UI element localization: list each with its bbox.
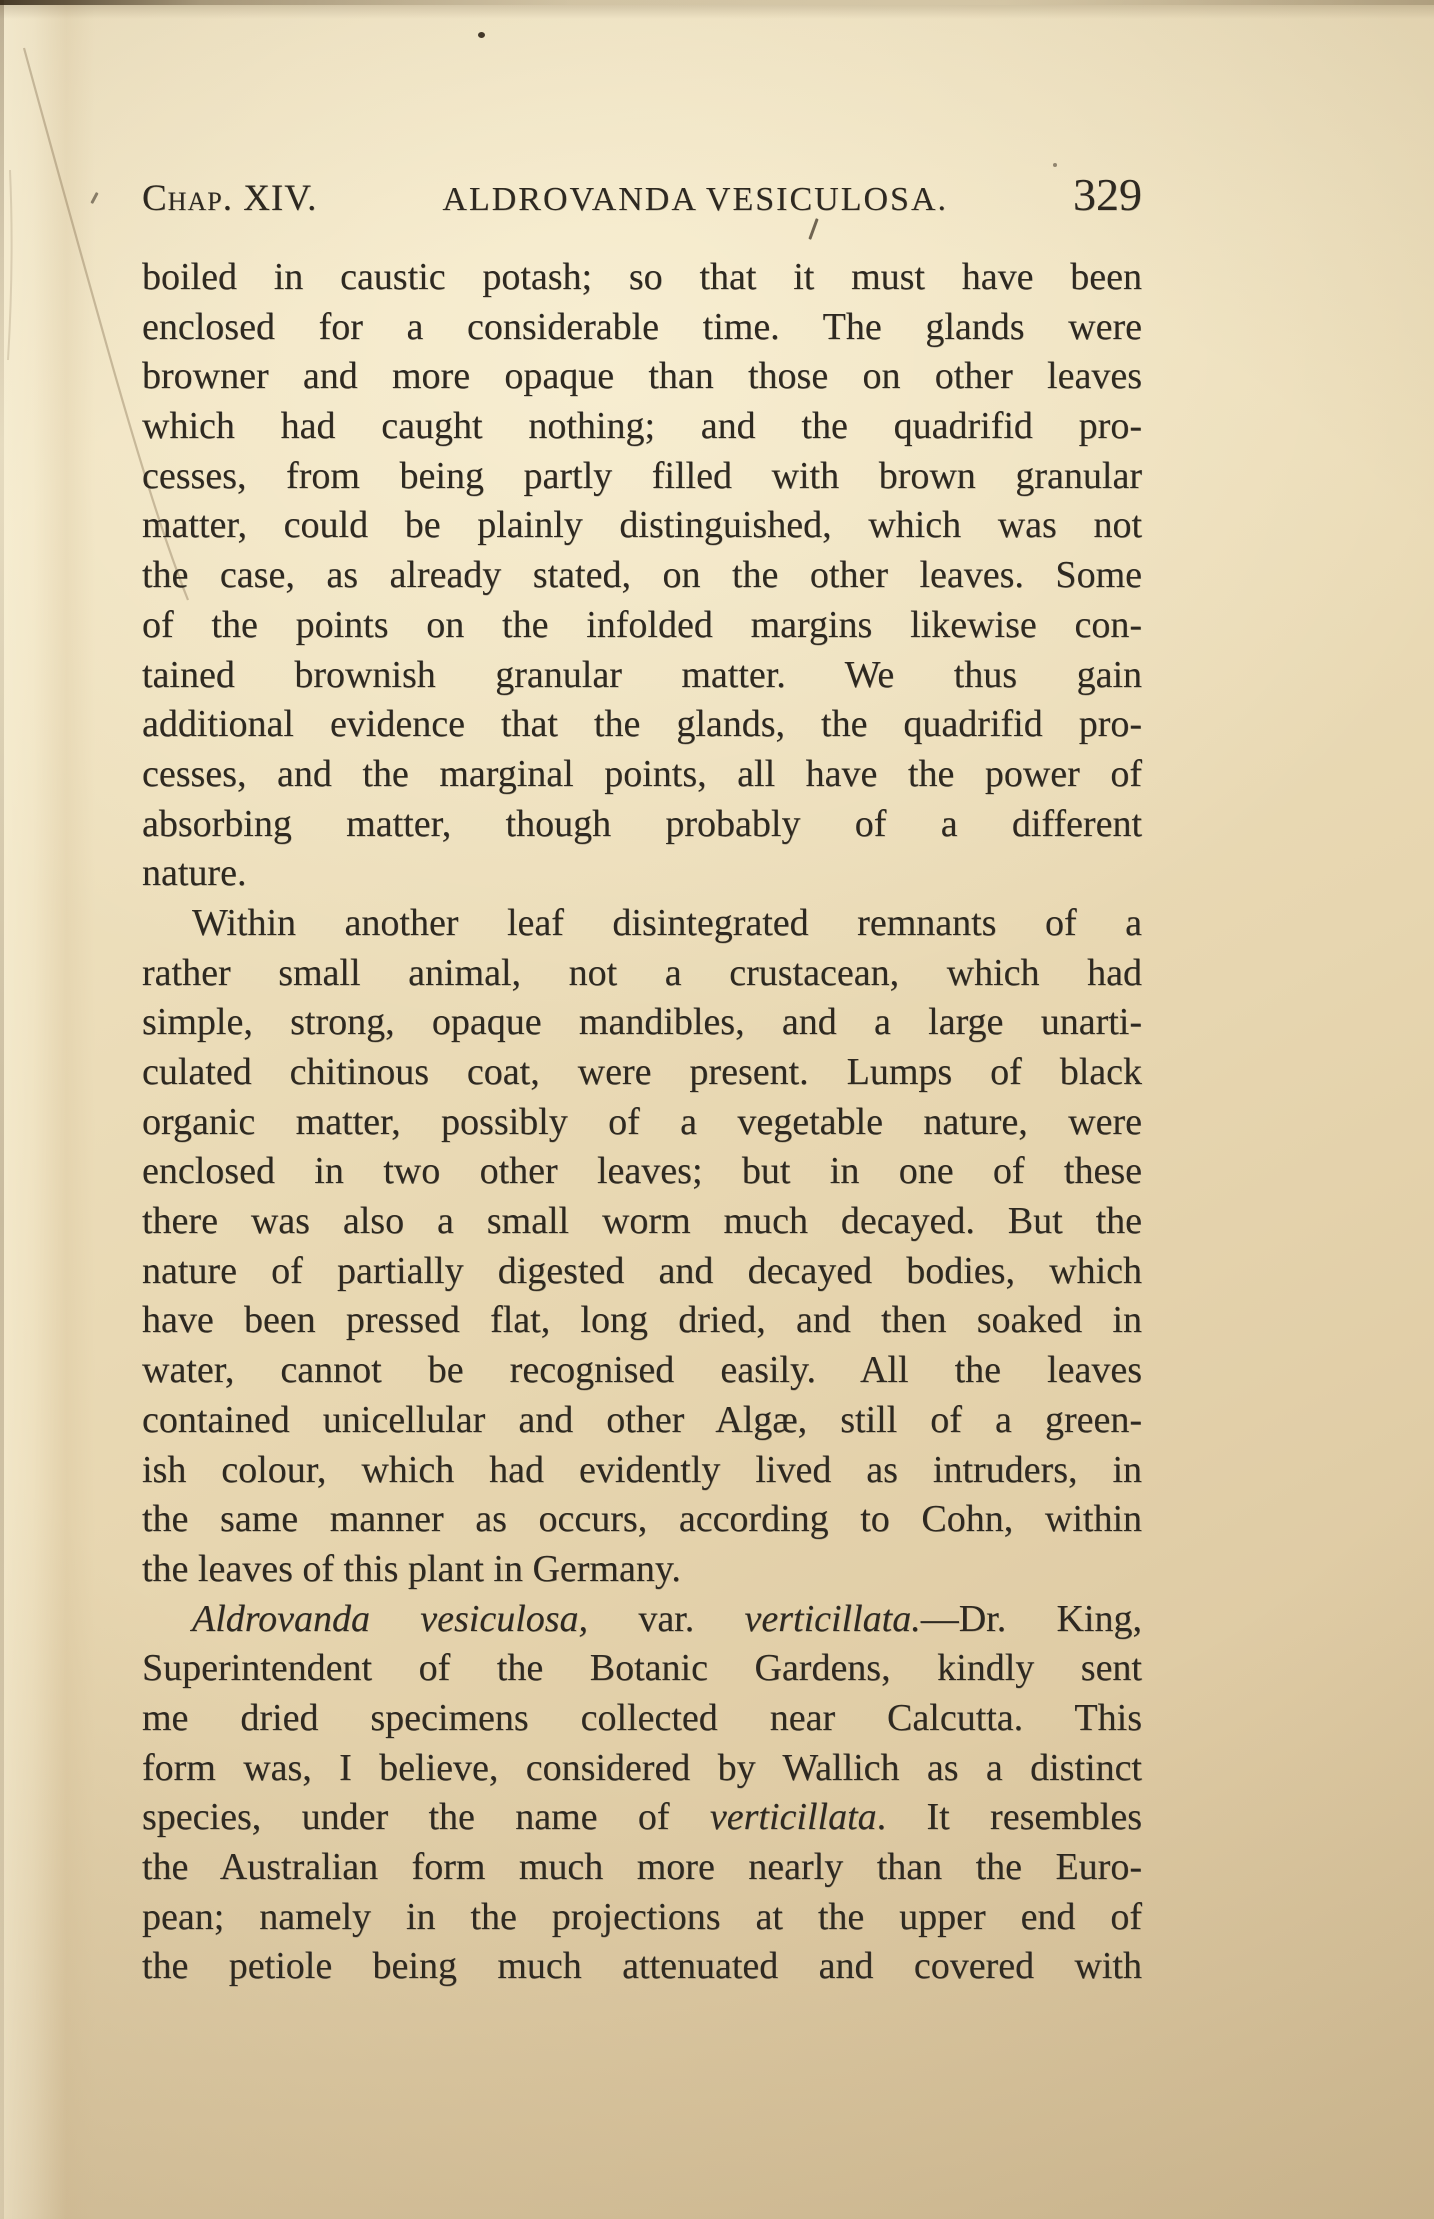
text-segment: organic matter, possibly of a vegetable nature, were	[142, 1100, 1142, 1143]
text-segment: water, cannot be recognised easily. All the leaves	[142, 1349, 1142, 1392]
text-line	[142, 1694, 1142, 1744]
text-line	[142, 1744, 1142, 1794]
text-line	[142, 651, 1142, 701]
text-line	[142, 303, 1142, 353]
text-line	[142, 1545, 1142, 1595]
text-segment: browner and more opaque than those on other leaves	[142, 355, 1142, 398]
text-line	[142, 998, 1142, 1048]
text-line	[142, 1595, 1142, 1645]
text-line	[142, 1048, 1142, 1098]
text-line	[142, 800, 1142, 850]
text-segment: me dried specimens collected near Calcutta. This	[142, 1696, 1142, 1739]
text-line	[142, 551, 1142, 601]
text-line	[142, 402, 1142, 452]
text-segment: var.	[588, 1597, 745, 1640]
text-segment: absorbing matter, though probably of a different	[142, 802, 1142, 845]
text-segment: contained unicellular and other Algæ, still of a green-	[142, 1398, 1142, 1441]
text-line	[142, 750, 1142, 800]
text-segment: rather small animal, not a crustacean, which had	[142, 951, 1142, 994]
text-line	[142, 1396, 1142, 1446]
scan-tick-mark	[808, 218, 818, 240]
text-line	[142, 601, 1142, 651]
text-segment: additional evidence that the glands, the quadrifid pro-	[142, 703, 1142, 746]
text-segment: form was, I believe, considered by Wallich as a distinct	[142, 1746, 1142, 1789]
italic-text-segment: verticillata.	[744, 1597, 921, 1640]
text-segment: the case, as already stated, on the other leaves. Some	[142, 554, 1142, 597]
running-title: ALDROVANDA VESICULOSA.	[442, 181, 948, 218]
chapter-label: Chap. XIV.	[142, 178, 318, 219]
text-segment: of the points on the infolded margins likewise con-	[142, 603, 1142, 646]
text-segment: tained brownish granular matter. We thus gain	[142, 653, 1142, 696]
italic-text-segment: Aldrovanda vesiculosa,	[192, 1597, 589, 1640]
text-segment: nature.	[142, 852, 247, 895]
text-line	[142, 1893, 1142, 1943]
text-segment: the Australian form much more nearly than the Euro-	[142, 1846, 1142, 1888]
text-segment: cesses, and the marginal points, all have the power of	[142, 752, 1142, 795]
text-segment: the leaves of this plant in Germany.	[142, 1547, 681, 1590]
text-line	[142, 1942, 1142, 1992]
italic-text-segment: verticillata	[709, 1796, 877, 1839]
text-segment: simple, strong, opaque mandibles, and a large unarti-	[142, 1001, 1142, 1044]
text-line	[142, 899, 1142, 949]
text-segment: there was also a small worm much decayed. But the	[142, 1200, 1142, 1243]
page-number: 329	[1073, 169, 1142, 220]
text-line	[142, 1147, 1142, 1197]
text-line	[142, 700, 1142, 750]
text-line	[142, 1098, 1142, 1148]
text-line	[142, 1296, 1142, 1346]
text-segment: —Dr. King,	[920, 1597, 1142, 1640]
text-segment: species, under the name of	[142, 1796, 710, 1839]
text-segment: ish colour, which had evidently lived as intruders, in	[142, 1448, 1142, 1491]
text-line	[142, 1843, 1142, 1893]
text-segment: which had caught nothing; and the quadrifid pro-	[142, 405, 1142, 448]
text-line	[142, 1793, 1142, 1843]
text-segment: Within another leaf disintegrated remnants of a	[192, 901, 1142, 944]
text-line	[142, 1247, 1142, 1297]
text-segment: enclosed in two other leaves; but in one of these	[142, 1150, 1142, 1193]
text-segment: Superintendent of the Botanic Gardens, kindly sent	[142, 1647, 1142, 1690]
text-segment: . It resembles	[876, 1796, 1143, 1839]
text-segment: matter, could be plainly distinguished, which was not	[142, 504, 1142, 547]
text-line	[142, 1346, 1142, 1396]
text-line	[142, 501, 1142, 551]
text-segment: the same manner as occurs, according to Cohn, within	[142, 1498, 1142, 1541]
ink-speck	[478, 32, 485, 38]
text-line	[142, 1197, 1142, 1247]
text-line	[142, 1495, 1142, 1545]
ink-speck	[1053, 163, 1057, 167]
text-line	[142, 1446, 1142, 1496]
running-head	[142, 168, 1142, 220]
text-line	[142, 849, 1142, 899]
text-line	[142, 1644, 1142, 1694]
text-segment: boiled in caustic potash; so that it must have been	[142, 256, 1142, 298]
text-line	[142, 253, 1142, 303]
text-block	[142, 253, 1142, 1992]
text-segment: pean; namely in the projections at the upper end of	[142, 1895, 1142, 1938]
text-segment: the petiole being much attenuated and covered with	[142, 1945, 1142, 1988]
text-line	[142, 352, 1142, 402]
text-segment: culated chitinous coat, were present. Lumps of black	[142, 1051, 1142, 1093]
text-segment: have been pressed flat, long dried, and then soaked in	[142, 1299, 1142, 1342]
text-line	[142, 452, 1142, 502]
text-segment: enclosed for a considerable time. The glands were	[142, 305, 1142, 348]
text-segment: cesses, from being partly filled with brown granular	[142, 454, 1142, 497]
text-line	[142, 949, 1142, 999]
text-segment: nature of partially digested and decayed bodies, which	[142, 1249, 1142, 1292]
